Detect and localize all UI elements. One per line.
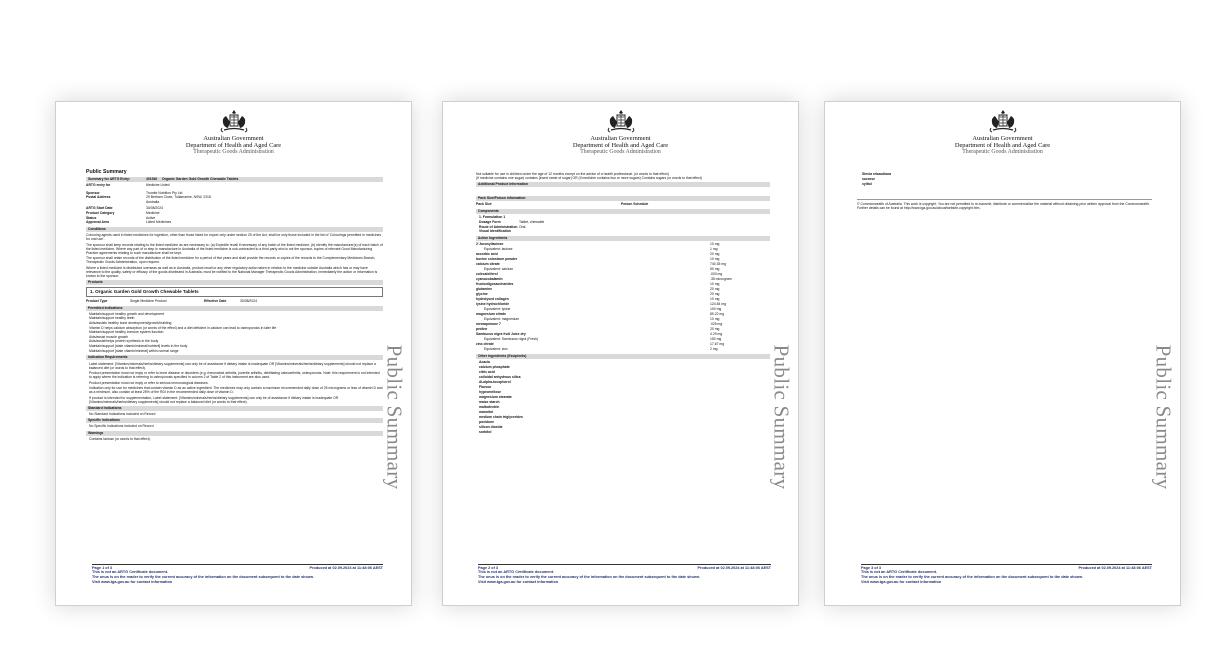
ingredient-name: bovine colostrum powder [476,256,518,261]
ingredient-name: colecalciferol [476,271,498,276]
indication-item: Vitamin D helps calcium absorption (or words of the effect) and a diet deficient in calcium can lead to osteoporosis in later life [89,325,277,330]
specific-indications-header: Specific Indications [86,418,383,423]
conditions-header: Conditions [86,227,383,232]
field-row [86,220,383,225]
requirement-text: Indication only for use for medicines that contain vitamin D as an active ingredient. The medicines may only contain a maximum recommended daily dose of 25 micrograms or less of vitamin D and as a minimum, also contain at least 25% of the RDI in the recommended daily dose of vitamin D. [89,386,383,395]
excipient-item: sorbitol [479,429,492,434]
ingredient-amount: .35 microgram [710,276,732,281]
requirement-text: Product presentation must not imply or refer to bone disease or disorders (e.g. rheumatoid arthritis, juvenile arthritis, debilitating osteoarthritis, osteoporosis. Note: this requirement is not intended to apply where the indication is referring to osteoporosis specified in column 2 of Table 2 of this instrument are also used. [89,371,380,380]
page-header [825,108,1180,155]
ingredient-name: 2'-fucosyllactose [476,241,504,246]
product-name-box: 1. Organic Garden Gold Growth Chewable Tablets [86,287,383,297]
ingredient-name: fructooligosaccharides [476,281,514,286]
page-footer [861,564,1152,585]
ingredient-amount: 1 mg [710,246,718,251]
ingredient-name: calcium citrate [476,261,500,266]
field-label: Sponsor [86,190,100,195]
note-text: (If medicine contains one sugar) contains [insert name of sugar] OR (If medicine contains two or more sugars) Contains sugars (or words to that effect) [476,176,702,180]
condition-text: The sponsor shall keep records relating to the listed medicine as are necessary to: (a) Expedite recall if necessary of any batch of the listed medicine, (b) Identify the manufacturer(s) of each batch of the listed medicine. Where any part of or step in manufacture in Australia of the listed medicine is sub-contracted to a third party who is not the sponsor, copies of relevant Good Manufacturing Practice agreements relating to such manufacture shall be kept. [86,242,383,255]
ingredient-amount: 150 mg [710,336,722,341]
indication-item: Maintain/support healthy teeth [89,316,135,321]
excipient-item: colloidal anhydrous silica [479,374,521,379]
page-footer [92,564,383,585]
visual-label: Visual Identification [479,229,511,234]
ingredient-amount: 10 mg [710,281,720,286]
ingredient-row [476,347,770,352]
document-page-2 [442,101,799,606]
field-label: ARTG entry for [86,183,111,187]
document-page-3 [824,101,1181,606]
excipient-item: citric acid [479,369,495,374]
field-value: Trumite Nutrition Pty Ltd [146,190,183,195]
produced-date: Produced at 02.09.2024 at 11:48:06 AEST [1078,565,1152,570]
field-value: 30/08/2024 [146,206,163,211]
field-label: Product Category [86,210,115,215]
document-page-1 [55,101,412,606]
copyright-text: © Commonwealth of Australia. This work is copyright. You are not permitted to re-transmit, distribute or commercialise the material without obtaining prior written approval from the Commonwealth. Further details can be found at http://www.tga.gov.au/about/website-copyright.htm. [857,202,1150,210]
ingredient-amount: 50 mg [710,266,720,271]
ingredient-amount: .025 mg [710,321,723,326]
field-value: 29 Bertram Close, Tullamarine, NSW, 2318 Australia [146,195,211,204]
watermark [379,307,409,527]
field-value: Medicine [146,210,160,215]
ingredient-amount: 10 mg [710,316,720,321]
field-value: Medicine Listed [146,183,170,187]
department-name: Department of Health and Aged Care [185,142,282,149]
ingredient-name: glycine [476,291,488,296]
excipient-item: silicon dioxide [479,424,503,429]
field-row [86,183,383,188]
ingredient-amount: 100 mg [710,306,722,311]
excipient-item: maltodextrin [479,404,500,409]
page-header [443,108,798,155]
excipient-item: Acacia [479,359,490,364]
products-header: Products [86,280,383,285]
field-value: Active [146,215,156,220]
ingredient-amount: 20 mg [710,326,720,331]
ingredient-amount: 10 mg [710,296,720,301]
ingredient-name: Equivalent: calcium [484,266,514,271]
summary-label: Summary for ARTG Entry: [88,177,131,181]
poison-schedule-label: Poison Schedule [621,202,649,206]
indication-item: Maintain/support [state vitamin/mineral/nutrient] levels in the body [89,343,188,348]
excipients-list [476,360,770,435]
condition-text: The sponsor shall retain records of the distribution of the listed medicine for a period of five years and shall provide the records or copies of the records to the Complementary Medicines Branch, Therapeutic Goods Administration, upon request. [86,256,376,265]
requirement-text: Product presentation must not imply or refer to serious immunological diseases. [89,380,209,385]
ingredient-name: menaquinone 7 [476,321,501,326]
indication-item: Maintain/support healthy growth and development [89,311,165,316]
watermark-text: Public Summary [769,344,794,490]
requirements-header: Indication Requirements [86,355,383,360]
ingredient-amount: 10 mg [710,241,720,246]
page-content [857,172,1152,210]
field-row [86,195,383,204]
watermark-text: Public Summary [1151,344,1176,490]
excipient-item: mannitol [479,409,494,414]
excipient-item: maize starch [479,399,500,404]
page-content [86,169,383,441]
field-label: ARTG Start Date [86,206,113,211]
ingredient-amount: 20 mg [710,291,720,296]
page-number: Page 1 of 3 [92,565,113,570]
ingredient-amount: 17.67 mg [710,341,725,346]
footer-line-3: Visit www.tga.gov.au for contact information [92,579,173,584]
note-text: Not suitable for use in children under the age of 12 months except on the advice of a health professional. (or words to that effect) [476,172,669,176]
field-label: Status [86,215,97,220]
footer-line-2: The onus is on the reader to verify the current accuracy of the information on the document subsequent to the date shown. [861,575,1084,580]
indication-item: Maintain/support [state vitamin/mineral] within normal range [89,348,179,353]
agency-name: Therapeutic Goods Administration [193,149,274,155]
ingredient-name: glutamine [476,286,493,291]
condition-text: Where a listed medicine is distributed overseas as well as in Australia, product recall or any other regulatory action taken in relation to the medicine outside Australia which has or may have relevance to the quality, safety or efficacy of the goods distributed in Australia, must be notified to the National Manager Therapeutic Goods Administration, immediately the action or information is known to the sponsor. [86,265,378,278]
footer-line-1: This is not an ARTG Certificate document. [861,570,938,575]
summary-bar [86,177,383,182]
indication-item: Aids/assists healthy bone development/growth/building [89,320,172,325]
specific-indications-text: No Specific Indications included on Record [89,424,154,429]
footer-line-1: This is not an ARTG Certificate document. [92,570,169,575]
agency-name: Therapeutic Goods Administration [962,149,1043,155]
ingredient-name: Equivalent: Sambucus nigra (Fresh) [484,336,539,341]
ingredient-name: zinc citrate [476,341,494,346]
requirement-text: Label statement: [Vitamins/minerals/herbs/dietary supplements] can only be of assistance if dietary intake is inadequate OR [Vitamins/minerals/herbs/dietary supplements] should not replace a balanced diet (or words to that effect). [89,361,376,370]
components-header: Components [476,209,770,214]
coat-of-arms-icon [216,108,252,136]
excipient-item: Stevia rebaudiana [862,172,892,176]
excipient-item: povidone [479,419,495,424]
page-footer [478,564,771,585]
page-number: Page 2 of 3 [478,565,499,570]
government-name: Australian Government [203,135,264,142]
agency-name: Therapeutic Goods Administration [580,149,661,155]
condition-text: Colouring agents used in listed medicines for ingestion, other than those listed for export only under section 25 of the Act, shall be only those included in the list of 'Colourings permitted in medicines for oral use'. [86,233,382,242]
pack-row [476,202,770,207]
ingredient-name: cyanocobalamin [476,276,503,281]
government-name: Australian Government [590,135,651,142]
excipient-item: medium chain triglycerides [479,414,523,419]
divider [857,199,1152,200]
additional-info-header: Additional Product information [476,182,770,187]
excipient-item: magnesium stearate [479,394,512,399]
ingredient-amount: 89.22 mg [710,311,725,316]
government-name: Australian Government [972,135,1033,142]
excipients-header: Other Ingredients (Excipients) [476,354,770,359]
ingredient-amount: 2 mg [710,346,718,351]
watermark [766,307,796,527]
formulation-name: 1. Formulation 1 [479,215,506,219]
effective-date-value: 30/08/2024 [240,298,257,303]
indication-item: Aids/assist/helps protein synthesis in the body [89,339,159,344]
dosage-value: Tablet, chewable [519,220,545,224]
watermark-text: Public Summary [382,344,407,490]
ingredient-name: Equivalent: magnesium [484,316,520,321]
route-label: Route of Administration [479,224,518,229]
field-value: Listed Medicines [146,220,172,225]
indication-item: Aids/assist muscle growth [89,334,129,339]
excipient-item: dl-alpha-tocopherol [479,379,511,384]
footer-line-3: Visit www.tga.gov.au for contact information [478,579,559,584]
footer-line-3: Visit www.tga.gov.au for contact information [861,579,942,584]
requirement-text: If product is intended for supplementation, Label statement: [Vitamins/minerals/herbs/dietary supplements] can only be of assistance if dietary intake is inadequate OR [Vitamins/minerals/herbs/dietary supplements] should not replace a balanced diet (or words to that effect). [89,395,339,404]
standard-indications-text: No Standard Indications included on Record [89,411,156,416]
page-header [56,108,411,155]
ingredient-name: Equivalent: lactose [484,246,513,251]
ingredient-name: Sambucus nigra fruit Juice dry [476,331,526,336]
ingredient-name: ascorbic acid [476,251,498,256]
ingredient-amount: 10 mg [710,256,720,261]
watermark [1148,307,1178,527]
excipient-item: sucrose [862,177,876,181]
indication-item: Maintain/support healthy immune system function [89,330,164,335]
visual-row [476,229,770,234]
ingredient-name: Equivalent: zinc [484,346,508,351]
ingredient-amount: 4.29 mg [710,331,723,336]
dosage-label: Dosage Form [479,220,501,224]
page-title: Public Summary [86,169,127,175]
product-type-value: Single Medicine Product [130,298,167,303]
entry-name: Organic Garden Gold Growth Chewable Tablets [162,177,239,181]
produced-date: Produced at 02.09.2024 at 11:48:06 AEST [697,565,771,570]
excipient-item: calcium phosphate [479,364,510,369]
produced-date: Produced at 02.09.2024 at 11:48:06 AEST [309,565,383,570]
route-value: Oral [519,224,526,229]
department-name: Department of Health and Aged Care [572,142,669,149]
product-type-label: Product Type [86,298,108,303]
excipient-item: hypromellose [479,389,502,394]
indications-header: Permitted Indications [86,306,383,311]
product-row [86,299,383,304]
department-name: Department of Health and Aged Care [954,142,1051,149]
coat-of-arms-icon [603,108,639,136]
ingredient-amount: 740.35 mg [710,261,727,266]
active-ingredients-header: Active Ingredients [476,236,770,241]
pack-info-header: Pack Size/Poison information [476,196,770,201]
ingredient-name: lysine hydrochloride [476,301,510,306]
ingredient-amount: .003 mg [710,271,723,276]
page-number: Page 3 of 3 [861,565,882,570]
page-content [476,172,770,435]
ingredient-name: Equivalent: lysine [484,306,511,311]
ingredient-amount: 20 mg [710,251,720,256]
ingredient-amount: 20 mg [710,286,720,291]
pack-size-label: Pack Size [476,202,492,206]
footer-line-2: The onus is on the reader to verify the current accuracy of the information on the document subsequent to the date shown. [478,575,701,580]
field-label: Approval Area [86,220,110,225]
excipient-item: Flavour [479,384,492,389]
coat-of-arms-icon [985,108,1021,136]
footer-line-2: The onus is on the reader to verify the current accuracy of the information on the document subsequent to the date shown. [92,575,315,580]
effective-date-label: Effective Date [204,298,227,303]
ingredient-name: proline [476,326,488,331]
ingredients-list [476,242,770,352]
excipient-item: xylitol [862,182,872,186]
ingredient-amount: 124.84 mg [710,301,727,306]
warnings-header: Warnings [86,431,383,436]
ingredient-name: hydrolysed collagen [476,296,509,301]
warnings-text: Contains lactose (or words to that effect). [89,436,151,441]
footer-line-1: This is not an ARTG Certificate document. [478,570,555,575]
standard-indications-header: Standard Indications [86,406,383,411]
ingredient-name: magnesium citrate [476,311,506,316]
field-label: Postal Address [86,195,111,200]
entry-number: 401540 [146,177,158,181]
